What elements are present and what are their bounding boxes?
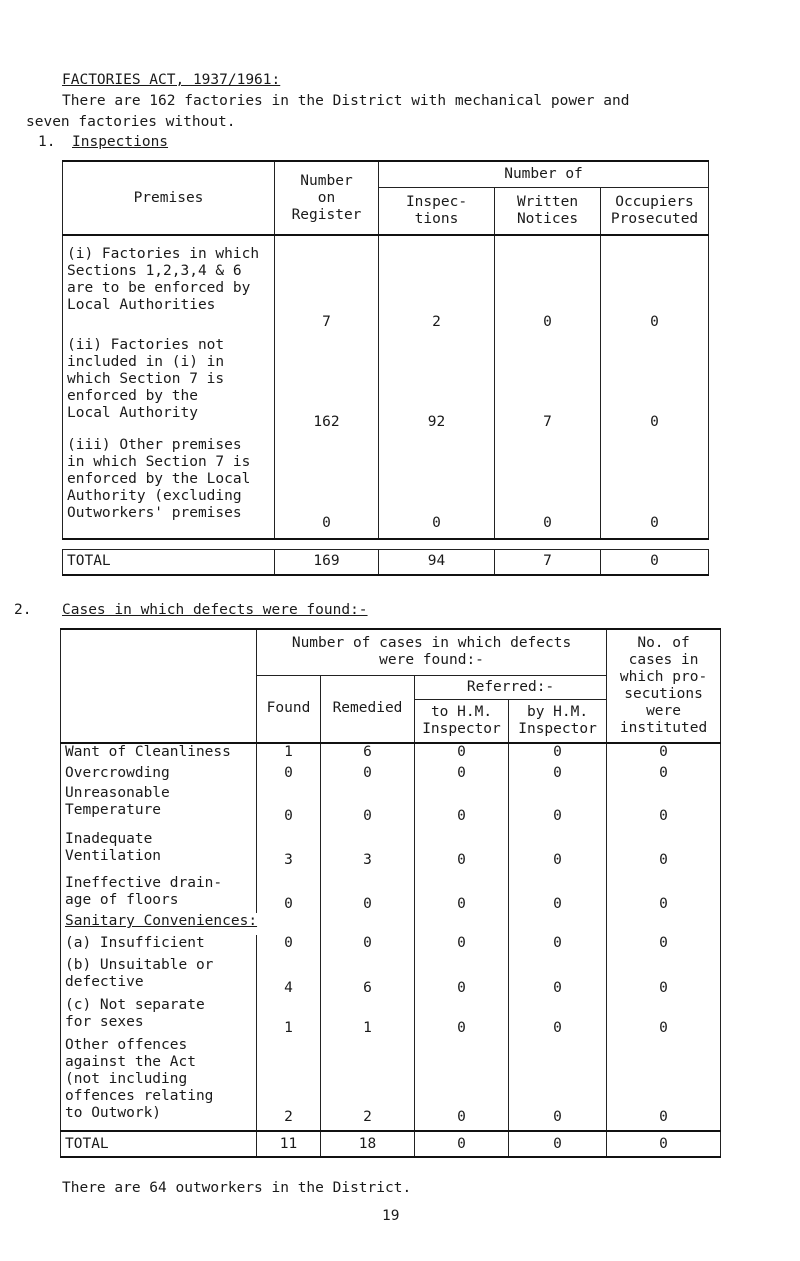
t1-total-label: TOTAL [63, 549, 275, 575]
t2-row-to-hm: 0 [415, 765, 509, 785]
t1-total-register: 169 [275, 549, 379, 575]
t2-row-by-hm: 0 [509, 935, 607, 957]
t2-row-label: (a) Insufficient [61, 935, 257, 957]
t2-row-by-hm: 0 [509, 957, 607, 997]
t1-row-notices: 0 [495, 431, 601, 539]
intro-line-1: There are 162 factories in the District with mechanical power and [62, 93, 630, 109]
t1-row-register: 162 [275, 331, 379, 431]
t2-row-label: Overcrowding [61, 765, 257, 785]
t2-row-remedied: 3 [321, 825, 415, 869]
t1-row-label: (iii) Other premises in which Section 7 is enforced by the Local Authority (excluding Outworkers' premises [63, 431, 275, 539]
cases-group-header: Number of cases in which defects were found:- [257, 629, 607, 675]
section-2-number: 2. [14, 602, 32, 618]
section-1-number: 1. [38, 134, 56, 150]
t2-row-label: Inadequate Ventilation [61, 825, 257, 869]
page-number: 19 [382, 1208, 400, 1224]
t2-row-remedied: 0 [321, 785, 415, 825]
section-1-title: Inspections [72, 134, 169, 150]
t2-row-pros: 0 [607, 785, 721, 825]
t2-row-remedied: 0 [321, 869, 415, 913]
t2-total-found: 11 [257, 1131, 321, 1157]
t2-row-to-hm: 0 [415, 935, 509, 957]
t2-row-pros: 0 [607, 765, 721, 785]
t2-row-pros: 0 [607, 957, 721, 997]
t2-row-by-hm: 0 [509, 765, 607, 785]
t2-row-label: Want of Cleanliness [61, 743, 257, 765]
inspections-table [62, 160, 709, 576]
t2-row-pros: 0 [607, 869, 721, 913]
t1-row-inspections: 92 [379, 331, 495, 431]
to-hm-header: to H.M. Inspector [415, 699, 509, 743]
t1-row-prosecuted: 0 [601, 431, 709, 539]
t2-row-to-hm: 0 [415, 1037, 509, 1131]
t2-row-pros: 0 [607, 997, 721, 1037]
prosecutions-header: No. of cases in which pro- secutions were instituted [607, 629, 721, 743]
t2-row-label: (c) Not separate for sexes [61, 997, 257, 1037]
t2-row-found: 0 [257, 869, 321, 913]
t2-row-pros: 0 [607, 825, 721, 869]
t1-total-notices: 7 [495, 549, 601, 575]
t1-row-label: (ii) Factories not included in (i) in which Section 7 is enforced by the Local Authority [63, 331, 275, 431]
t1-row-label: (i) Factories in which Sections 1,2,3,4 & 6 are to be enforced by Local Authorities [63, 235, 275, 331]
found-header: Found [257, 675, 321, 743]
register-header: Number on Register [275, 161, 379, 235]
premises-header: Premises [63, 161, 275, 235]
t2-total-remedied: 18 [321, 1131, 415, 1157]
t2-row-label: Unreasonable Temperature [61, 785, 257, 825]
footer-note: There are 64 outworkers in the District. [62, 1180, 412, 1196]
t1-row-register: 0 [275, 431, 379, 539]
t2-row-pros: 0 [607, 1037, 721, 1131]
t1-total-prosecuted: 0 [601, 549, 709, 575]
t2-row-to-hm: 0 [415, 957, 509, 997]
t2-row-to-hm: 0 [415, 825, 509, 869]
t2-row-found: 0 [257, 935, 321, 957]
defects-table [60, 628, 721, 1158]
section-2-title: Cases in which defects were found:- [62, 602, 368, 618]
t2-row-by-hm: 0 [509, 825, 607, 869]
t2-row-label: Ineffective drain- age of floors [61, 869, 257, 913]
sanitary-conveniences-label: Sanitary Conveniences: [61, 913, 321, 935]
prosecuted-header: Occupiers Prosecuted [601, 187, 709, 235]
t2-row-found: 0 [257, 765, 321, 785]
t2-total-label: TOTAL [61, 1131, 257, 1157]
t2-total-by-hm: 0 [509, 1131, 607, 1157]
t2-row-found: 3 [257, 825, 321, 869]
t2-row-label: Other offences against the Act (not including offences relating to Outwork) [61, 1037, 257, 1131]
notices-header: Written Notices [495, 187, 601, 235]
t2-row-pros: 0 [607, 743, 721, 765]
t2-row-to-hm: 0 [415, 743, 509, 765]
remedied-header: Remedied [321, 675, 415, 743]
t1-row-inspections: 2 [379, 235, 495, 331]
t2-row-by-hm: 0 [509, 869, 607, 913]
t2-row-to-hm: 0 [415, 997, 509, 1037]
t2-row-remedied: 0 [321, 765, 415, 785]
t2-total-to-hm: 0 [415, 1131, 509, 1157]
t2-row-by-hm: 0 [509, 1037, 607, 1131]
t1-row-notices: 0 [495, 235, 601, 331]
t2-row-remedied: 2 [321, 1037, 415, 1131]
t2-row-remedied: 1 [321, 997, 415, 1037]
t2-row-to-hm: 0 [415, 785, 509, 825]
number-of-header: Number of [379, 161, 709, 187]
t1-total-inspections: 94 [379, 549, 495, 575]
t2-row-found: 1 [257, 743, 321, 765]
t2-row-remedied: 6 [321, 743, 415, 765]
referred-header: Referred:- [415, 675, 607, 699]
t1-row-register: 7 [275, 235, 379, 331]
t2-row-by-hm: 0 [509, 997, 607, 1037]
t1-row-prosecuted: 0 [601, 235, 709, 331]
t2-row-remedied: 6 [321, 957, 415, 997]
t2-row-by-hm: 0 [509, 743, 607, 765]
t2-row-remedied: 0 [321, 935, 415, 957]
t2-row-found: 4 [257, 957, 321, 997]
t1-row-inspections: 0 [379, 431, 495, 539]
t2-row-found: 0 [257, 785, 321, 825]
page-heading: FACTORIES ACT, 1937/1961: [62, 72, 281, 88]
t2-total-pros: 0 [607, 1131, 721, 1157]
t2-row-by-hm: 0 [509, 785, 607, 825]
t2-row-to-hm: 0 [415, 869, 509, 913]
t2-row-pros: 0 [607, 935, 721, 957]
t2-row-found: 1 [257, 997, 321, 1037]
intro-line-2: seven factories without. [26, 114, 236, 130]
inspections-header: Inspec- tions [379, 187, 495, 235]
t1-row-prosecuted: 0 [601, 331, 709, 431]
t2-row-label: (b) Unsuitable or defective [61, 957, 257, 997]
t1-row-notices: 7 [495, 331, 601, 431]
t2-row-found: 2 [257, 1037, 321, 1131]
by-hm-header: by H.M. Inspector [509, 699, 607, 743]
